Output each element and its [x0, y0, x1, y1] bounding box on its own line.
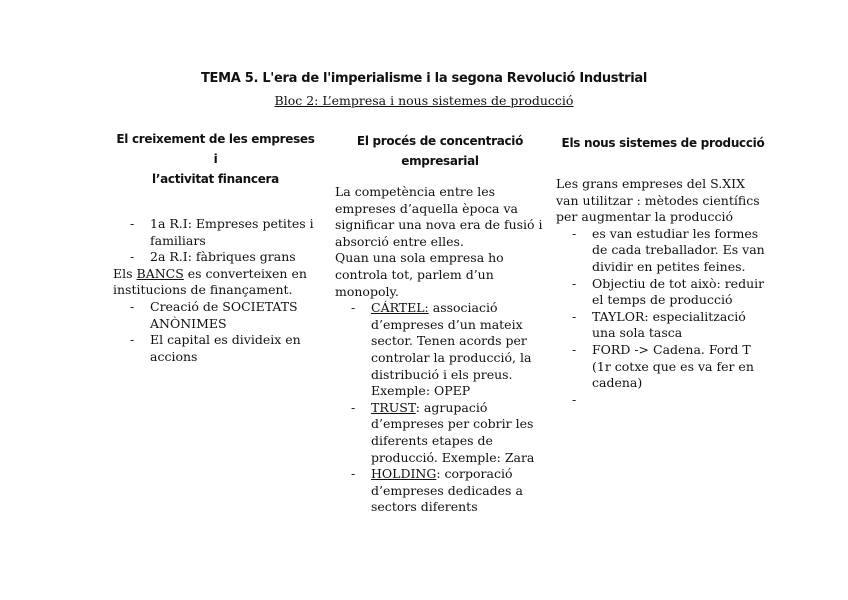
list-banks [113, 299, 318, 365]
list-item: - es van estudiar les formes de cada treballador. Es van dividir en petites feines. [592, 226, 770, 276]
text: es converteixen en institucions de finançament. [113, 265, 307, 298]
list-concentration-types [335, 300, 545, 516]
term: HOLDING [371, 466, 437, 482]
definition: : agrupació d’empreses per cobrir les diferents etapes de producció. Exemple: Zara [371, 399, 535, 465]
definition: associació d’empreses d’un mateix sector. Tenen acords per controlar la producció, la distribució i els preus. Exemple: OPEP [371, 300, 532, 399]
list-item-holding [371, 466, 545, 516]
competition-paragraph: La competència entre les empreses d’aquella època va significar una nova era de fusió i absorció entre elles. [335, 184, 543, 249]
list-item: - El capital es divideix en accions [150, 332, 318, 365]
definition: : corporació d’empreses dedicades a sectors diferents [371, 466, 523, 515]
banks-paragraph [113, 266, 318, 299]
list-item-trust [371, 400, 545, 466]
heading-line: El creixement de les empreses i [116, 132, 315, 166]
column-production-systems [556, 133, 770, 408]
heading-line: El procés de concentració [356, 134, 524, 148]
text: Els [113, 265, 137, 281]
page-subtitle: Bloc 2: L’empresa i nous sistemes de producció [274, 93, 574, 108]
heading-line: l’activitat financera [152, 172, 279, 186]
list-revolutions [113, 216, 318, 266]
column-business-growth [113, 129, 318, 365]
keyword-banks: BANCS [136, 265, 184, 281]
list-item: - 2a R.I: fàbriques grans [150, 249, 318, 266]
list-item-empty [592, 392, 770, 409]
list-production [556, 226, 770, 409]
list-item-cartel [371, 300, 545, 400]
column-heading [113, 129, 318, 189]
column-heading [335, 131, 545, 171]
list-item: - TAYLOR: especialització una sola tasca [592, 309, 770, 342]
term: CÁRTEL: [371, 300, 429, 316]
list-item: - Creació de SOCIETATS ANÒNIMES [150, 299, 318, 332]
column-business-concentration [335, 131, 545, 516]
term: TRUST [371, 399, 416, 415]
list-item: - 1a R.I: Empreses petites i familiars [150, 216, 318, 249]
list-item: - Objectiu de tot això: reduir el temps de producció [592, 276, 770, 309]
heading-line: empresarial [401, 154, 479, 168]
list-item: - FORD -> Cadena. Ford T (1r cotxe que es va fer en cadena) [592, 342, 770, 392]
monopoly-paragraph: Quan una sola empresa ho controla tot, parlem d’un monopoly. [335, 250, 504, 299]
column-heading: Els nous sistemes de producció [561, 136, 765, 150]
page-title: TEMA 5. L'era de l'imperialisme i la segona Revolució Industrial [200, 71, 648, 86]
production-paragraph: Les grans empreses del S.XIX van utilitzar : mètodes científics per augmentar la producció [556, 176, 760, 225]
